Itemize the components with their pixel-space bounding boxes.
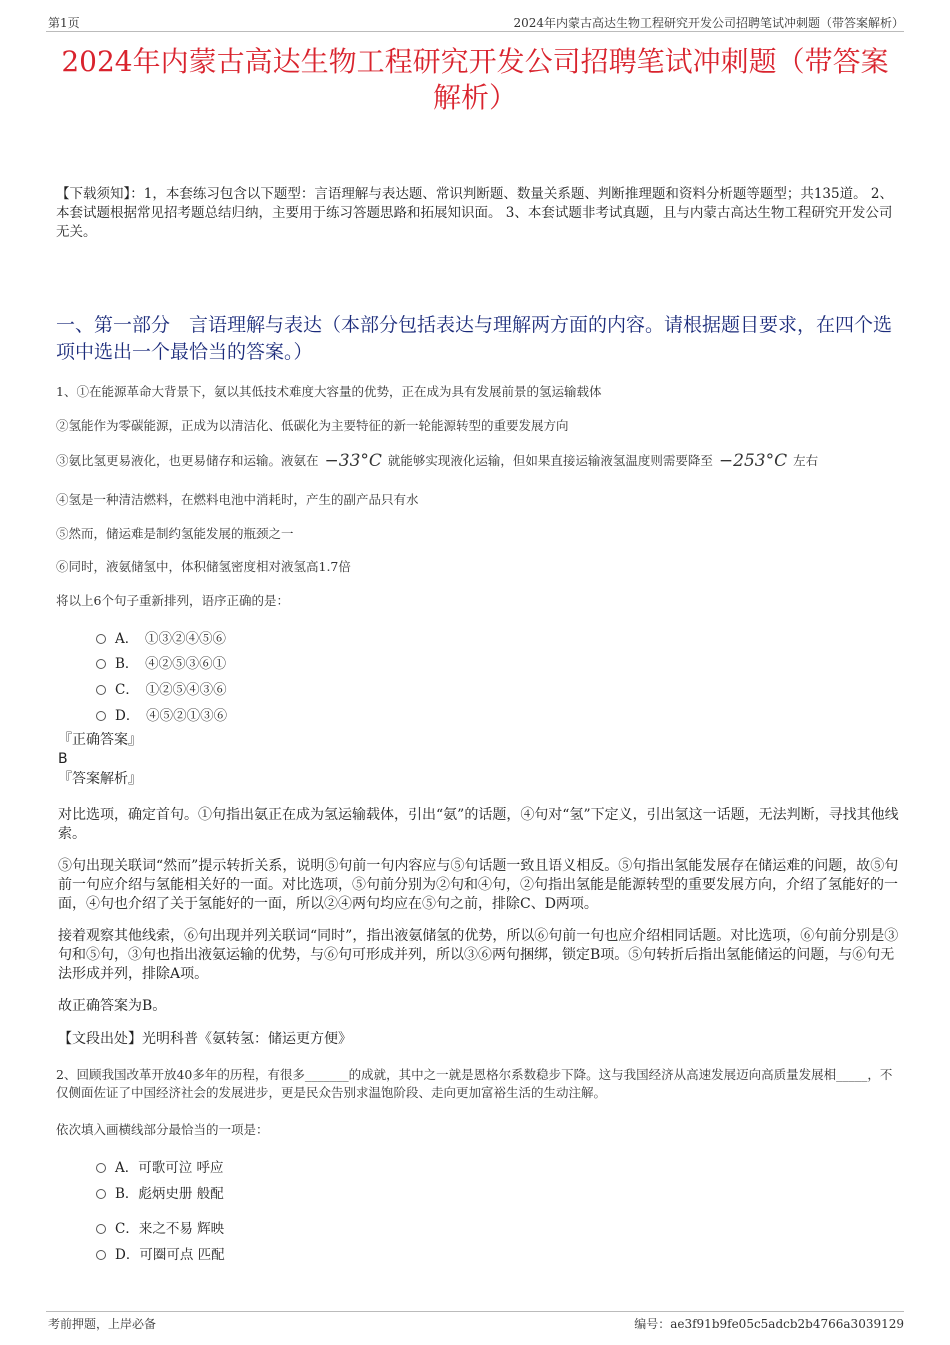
radio-icon[interactable] [96, 1224, 106, 1234]
radio-icon[interactable] [96, 1163, 106, 1173]
option-label: B． ④②⑤③⑥① [115, 656, 227, 672]
q1-option-d[interactable] [96, 704, 227, 724]
option-label: A． ①③②④⑤⑥ [115, 631, 226, 647]
analysis-paragraph-2: ⑤句出现关联词“然而”提示转折关系，说明⑤句前一句内容应与⑤句话题一致且语义相反。⑤句指出氢能发展存在储运难的问题，故⑤句前一句应介绍与氢能相关好的一面。对比选项，⑤句前分别为②句和④句，②句指出氢能是能源转型的重要发展方向，介绍了氢能好的一面，④句也介绍了关于氢能好的一面，所以②④两句均应在⑤句之前，排除C、D两项。 [58, 858, 899, 912]
document-title: 2024年内蒙古高达生物工程研究开发公司招聘笔试冲刺题（带答案解析） [61, 45, 889, 114]
q1-s3-part-c: 左右 [793, 453, 819, 468]
option-label: C．来之不易 辉映 [115, 1221, 225, 1237]
running-header-title: 2024年内蒙古高达生物工程研究开发公司招聘笔试冲刺题（带答案解析） [513, 16, 904, 30]
q1-sentence-5: ⑤然而，储运难是制约氢能发展的瓶颈之一 [56, 526, 294, 541]
radio-icon[interactable] [96, 659, 106, 669]
q1-option-b[interactable] [96, 652, 226, 672]
temperature-minus-33: −33°C [324, 451, 382, 471]
q1-option-c[interactable] [96, 678, 227, 698]
q2-option-c[interactable] [96, 1217, 224, 1237]
page-number: 第1页 [48, 16, 80, 30]
analysis-paragraph-1: 对比选项，确定首句。①句指出氨正在成为氢运输载体，引出“氨”的话题，④句对“氢”下定义，引出氢这一话题，无法判断，寻找其他线索。 [58, 807, 899, 842]
q1-prompt: 将以上6个句子重新排列，语序正确的是： [56, 593, 289, 608]
q2-prompt: 依次填入画横线部分最恰当的一项是： [56, 1122, 269, 1137]
analysis-label: 『答案解析』 [58, 771, 142, 787]
radio-icon[interactable] [96, 711, 106, 721]
radio-icon[interactable] [96, 1250, 106, 1260]
correct-answer-value: B [58, 751, 68, 767]
option-label: B．彪炳史册 般配 [115, 1186, 224, 1202]
temperature-minus-253: −253°C [718, 451, 788, 471]
q1-sentence-2: ②氢能作为零碳能源，正成为以清洁化、低碳化为主要特征的新一轮能源转型的重要发展方向 [56, 418, 569, 433]
q1-s3-part-a: ③氨比氢更易液化，也更易储存和运输。液氨在 [56, 453, 319, 468]
document-id: 编号：ae3f91b9fe05c5adcb2b4766a3039129 [634, 1317, 904, 1331]
analysis-paragraph-3: 接着观察其他线索，⑥句出现并列关联词“同时”，指出液氨储氢的优势，所以⑥句前一句也应介绍相同话题。对比选项，⑥句前分别是③句和⑤句，③句也指出液氨运输的优势，与⑥句可形成并列，所以③⑥两句捆绑，锁定B项。⑤句转折后指出氢能储运的问题，与⑥句无法形成并列，排除A项。 [58, 928, 899, 982]
q1-sentence-4: ④氢是一种清洁燃料，在燃料电池中消耗时，产生的副产品只有水 [56, 492, 419, 507]
q1-sentence-1: 1、①在能源革命大背景下，氨以其低技术难度大容量的优势，正在成为具有发展前景的氢运输载体 [56, 384, 602, 399]
q1-option-a[interactable] [96, 627, 226, 647]
option-label: A．可歌可泣 呼应 [115, 1160, 224, 1176]
q2-option-a[interactable] [96, 1156, 224, 1176]
footer-divider [46, 1311, 904, 1312]
footer-slogan: 考前押题，上岸必备 [48, 1317, 157, 1331]
q1-sentence-3 [56, 452, 898, 470]
download-notice: 【下载须知】：1，本套练习包含以下题型：言语理解与表达题、常识判断题、数量关系题、判断推理题和资料分析题等题型；共135道。 2、本套试题根据常见招考题总结归纳，主要用于练习答题思路和拓展知识面。 3、本套试题非考试真题，且与内蒙古高达生物工程研究开发公司无关。 [56, 186, 893, 240]
section-heading: 一、第一部分 言语理解与表达（本部分包括表达与理解两方面的内容。请根据题目要求，在四个选项中选出一个最恰当的答案。） [56, 314, 893, 363]
text-source: 【文段出处】光明科普《氨转氢：储运更方便》 [58, 1031, 352, 1047]
option-label: D．可圈可点 匹配 [115, 1247, 225, 1263]
q1-s3-part-b: 就能够实现液化运输，但如果直接运输液氢温度则需要降至 [387, 453, 713, 468]
correct-answer-label: 『正确答案』 [58, 732, 142, 748]
q2-stem: 2、回顾我国改革开放40多年的历程，有很多_______的成就，其中之一就是恩格尔系数稳步下降。这与我国经济从高速发展迈向高质量发展相_____，不仅侧面佐证了中国经济社会的发展进步，更是民众告别求温饱阶段、走向更加富裕生活的生动注解。 [56, 1067, 893, 1100]
q2-option-d[interactable] [96, 1243, 225, 1263]
q1-sentence-6: ⑥同时，液氨储氢中，体积储氢密度相对液氢高1.7倍 [56, 559, 351, 574]
radio-icon[interactable] [96, 1189, 106, 1199]
radio-icon[interactable] [96, 685, 106, 695]
q2-option-b[interactable] [96, 1182, 224, 1202]
header-divider [46, 31, 904, 32]
option-label: D． ④⑤②①③⑥ [115, 708, 228, 724]
option-label: C． ①②⑤④③⑥ [115, 682, 227, 698]
analysis-conclusion: 故正确答案为B。 [58, 998, 167, 1014]
radio-icon[interactable] [96, 634, 106, 644]
